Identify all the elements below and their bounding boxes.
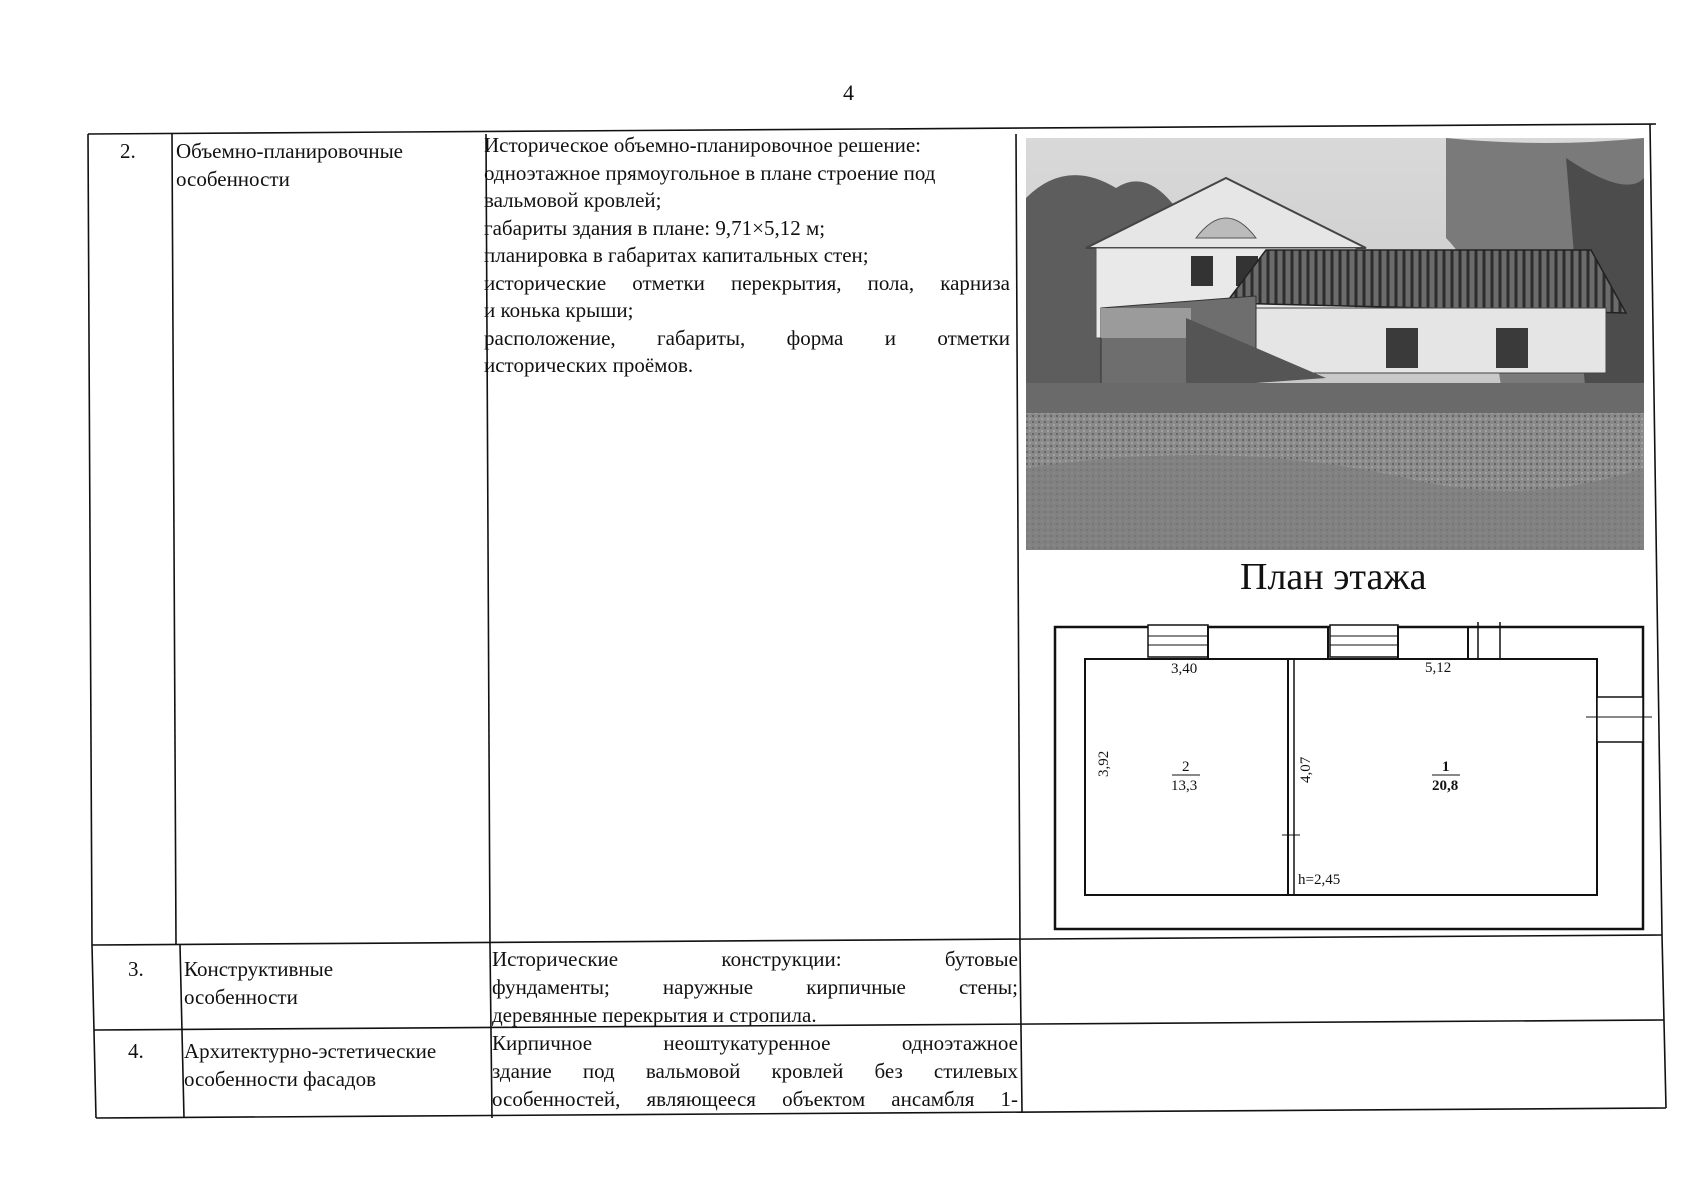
desc-line: здание под вальмовой кровлей без стилевых bbox=[492, 1059, 1018, 1083]
desc-line: Кирпичное неоштукатуренное одноэтажное bbox=[492, 1031, 1018, 1055]
row-3-name-line: Конструктивные bbox=[184, 957, 334, 981]
desc-line: деревянные перекрытия и стропила. bbox=[492, 1003, 817, 1027]
desc-line: исторические отметки перекрытия, пола, карниза bbox=[484, 270, 1010, 295]
row-2-number: 2. bbox=[120, 139, 136, 163]
desc-line: расположение, габариты, форма и отметки bbox=[484, 325, 1010, 350]
desc-line: планировка в габаритах капитальных стен; bbox=[484, 243, 869, 267]
row-4-name-line: особенности фасадов bbox=[184, 1067, 376, 1091]
desc-line: фундаменты; наружные кирпичные стены; bbox=[492, 975, 1018, 999]
page-number: 4 bbox=[843, 80, 854, 105]
plan-title: План этажа bbox=[1240, 556, 1427, 598]
desc-line: одноэтажное прямоугольное в плане строение под bbox=[484, 160, 936, 185]
desc-line: габариты здания в плане: 9,71×5,12 м; bbox=[484, 215, 826, 240]
room-2-number: 2 bbox=[1182, 759, 1190, 775]
row-2-name-line: Объемно-планировочные bbox=[176, 139, 404, 163]
ceiling-height: h=2,45 bbox=[1298, 872, 1341, 888]
row-3-description bbox=[492, 945, 1018, 1029]
dim-left-height: 3,92 bbox=[1096, 750, 1112, 777]
desc-line: Историческое объемно-планировочное решение: bbox=[484, 133, 921, 157]
dim-right-room-width: 5,12 bbox=[1425, 660, 1452, 676]
room-2-area: 13,3 bbox=[1171, 778, 1198, 794]
desc-line: и конька крыши; bbox=[484, 298, 634, 322]
row-3-name bbox=[184, 955, 484, 1011]
row-3-number: 3. bbox=[128, 957, 144, 981]
room-1-number: 1 bbox=[1442, 759, 1450, 775]
room-1-area: 20,8 bbox=[1432, 778, 1459, 794]
row-4-number: 4. bbox=[128, 1039, 144, 1063]
desc-line: Исторические конструкции: бутовые bbox=[492, 947, 1018, 971]
row-4-name-line: Архитектурно-эстетические bbox=[184, 1039, 437, 1063]
row-3-name-line: особенности bbox=[184, 985, 298, 1009]
row-2-name-line: особенности bbox=[176, 167, 290, 191]
dim-left-room-width: 3,40 bbox=[1171, 661, 1198, 677]
row-4-description bbox=[492, 1029, 1018, 1113]
building-photo bbox=[1026, 138, 1644, 550]
desc-line: особенностей, являющееся объектом ансамбля 1- bbox=[492, 1087, 1018, 1111]
desc-line: вальмовой кровлей; bbox=[484, 188, 662, 212]
row-4-name bbox=[184, 1037, 489, 1093]
desc-line: исторических проёмов. bbox=[484, 353, 694, 377]
row-2-name bbox=[176, 137, 486, 193]
row-2-description bbox=[484, 132, 1010, 380]
dim-mid-height: 4,07 bbox=[1298, 756, 1314, 783]
